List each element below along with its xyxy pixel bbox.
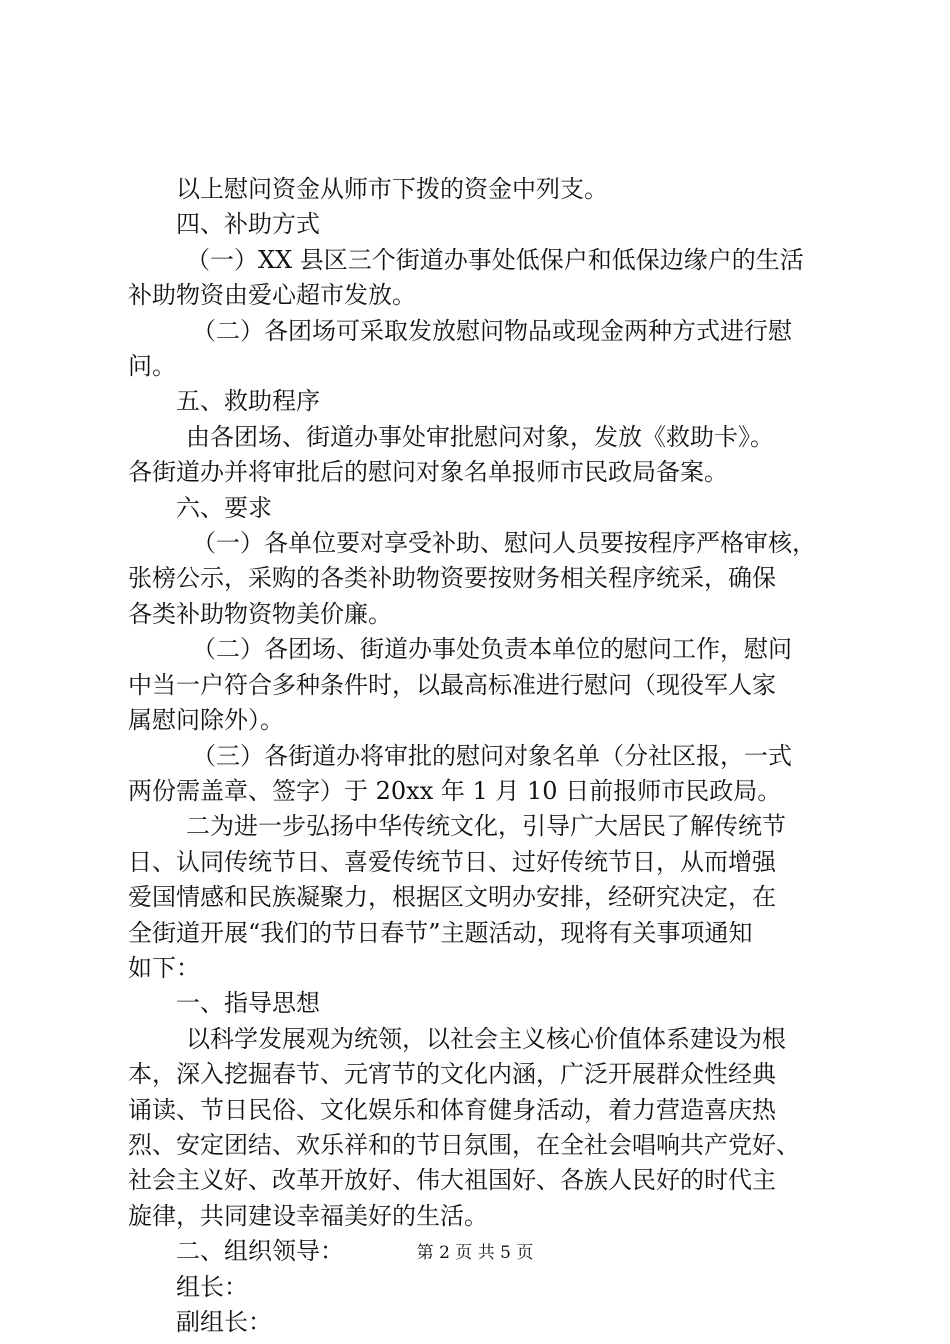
- paragraph-line: 社会主义好、改革开放好、伟大祖国好、各族人民好的时代主: [128, 1166, 776, 1195]
- section-heading: 二、组织领导：: [176, 1237, 344, 1266]
- section-heading: 一、指导思想: [176, 989, 320, 1018]
- paragraph-line: 本，深入挖掘春节、元宵节的文化内涵，广泛开展群众性经典: [128, 1060, 776, 1089]
- paragraph-line: （一）XX 县区三个街道办事处低保户和低保边缘户的生活: [186, 245, 804, 274]
- section-heading: 四、补助方式: [176, 210, 320, 239]
- paragraph-line: 两份需盖章、签字）于 20xx 年 1 月 10 日前报师市民政局。: [128, 776, 782, 805]
- paragraph-line: 张榜公示，采购的各类补助物资要按财务相关程序统采，确保: [128, 564, 776, 593]
- paragraph-line: 副组长：: [176, 1308, 272, 1336]
- section-heading: 六、要求: [176, 493, 272, 522]
- paragraph-line: 旋律，共同建设幸福美好的生活。: [128, 1201, 488, 1230]
- paragraph-line: 诵读、节日民俗、文化娱乐和体育健身活动，着力营造喜庆热: [128, 1095, 776, 1124]
- paragraph-line: （二）各团场可采取发放慰问物品或现金两种方式进行慰: [192, 316, 792, 345]
- paragraph-line: （二）各团场、街道办事处负责本单位的慰问工作，慰问: [192, 635, 792, 664]
- paragraph-line: 组长：: [176, 1272, 248, 1301]
- paragraph-line: 如下：: [128, 953, 200, 982]
- paragraph-line: 各类补助物资物美价廉。: [128, 599, 392, 628]
- paragraph-line: 由各团场、街道办事处审批慰问对象，发放《救助卡》。: [186, 422, 774, 451]
- document-body: [128, 172, 838, 1340]
- paragraph-line: 各街道办并将审批后的慰问对象名单报师市民政局备案。: [128, 458, 728, 487]
- paragraph-line: 爱国情感和民族凝聚力，根据区文明办安排，经研究决定，在: [128, 883, 776, 912]
- paragraph-line: 中当一户符合多种条件时，以最高标准进行慰问（现役军人家: [128, 670, 776, 699]
- paragraph-line: 日、认同传统节日、喜爱传统节日、过好传统节日，从而增强: [128, 847, 776, 876]
- paragraph-line: 以上慰问资金从师市下拨的资金中列支。: [176, 175, 608, 203]
- paragraph-line: 以科学发展观为统领，以社会主义核心价值体系建设为根: [186, 1024, 786, 1053]
- paragraph-line: 问。: [128, 352, 176, 381]
- paragraph-line: 属慰问除外）。: [128, 706, 284, 735]
- paragraph-line: （一）各单位要对享受补助、慰问人员要按程序严格审核，: [192, 529, 816, 558]
- paragraph-line: 全街道开展“我们的节日春节”主题活动，现将有关事项通知: [128, 918, 753, 947]
- section-heading: 五、救助程序: [176, 387, 320, 416]
- paragraph-line: （三）各街道办将审批的慰问对象名单（分社区报，一式: [192, 741, 792, 770]
- page-number-footer: 第 2 页 共 5 页: [416, 1243, 534, 1263]
- paragraph-line: 二为进一步弘扬中华传统文化，引导广大居民了解传统节: [186, 812, 786, 841]
- paragraph-line: 烈、安定团结、欢乐祥和的节日氛围，在全社会唱响共产党好、: [128, 1130, 800, 1159]
- paragraph-line: 补助物资由爱心超市发放。: [128, 281, 416, 310]
